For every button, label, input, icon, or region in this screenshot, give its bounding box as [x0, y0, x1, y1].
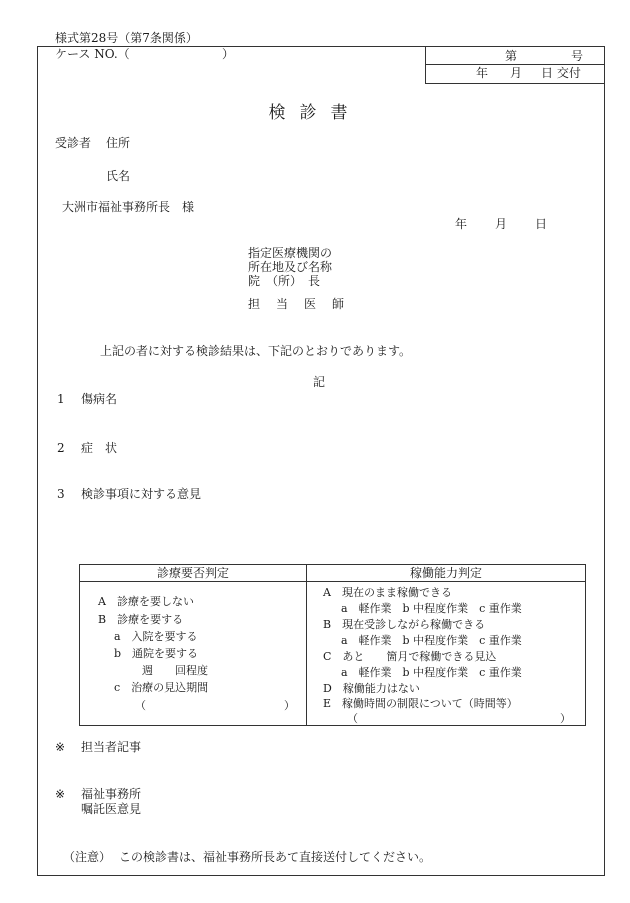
- work-item-c: C あと 箇月で稼働できる見込: [323, 650, 497, 663]
- section-3-num: 3: [57, 487, 65, 501]
- work-item-a-types: a 軽作業 b 中程度作業 c 重作業: [341, 602, 522, 615]
- patient-label: 受診者: [55, 136, 92, 150]
- note-tantousha: 担当者記事: [81, 740, 142, 754]
- table-header-work-ability: 稼働能力判定: [307, 565, 586, 582]
- treatment-item-b-b: b 通院を要する: [114, 647, 199, 660]
- treatment-cell: [80, 582, 307, 726]
- addressee: 大洲市福祉事務所長 様: [62, 200, 195, 214]
- note-fukushi-2: 嘱託医意見: [81, 802, 142, 816]
- section-3-label: 検診事項に対する意見: [81, 487, 202, 501]
- form-id: 様式第28号（第7条関係）: [55, 31, 198, 45]
- table-header-treatment: 診療要否判定: [80, 565, 307, 582]
- section-2-num: 2: [57, 441, 65, 455]
- judgement-table: [79, 564, 586, 726]
- section-1-label: 傷病名: [81, 392, 118, 406]
- work-item-c-types: a 軽作業 b 中程度作業 c 重作業: [341, 666, 522, 679]
- case-no-label: ケース NO.（: [55, 47, 130, 61]
- work-item-b: B 現在受診しながら稼働できる: [323, 618, 486, 631]
- institution-line-4: 担 当 医 師: [248, 297, 347, 311]
- note-mark-1: ※: [55, 740, 66, 754]
- treatment-item-a: A 診療を要しない: [98, 595, 194, 608]
- work-item-a: A 現在のまま稼働できる: [323, 586, 452, 599]
- treatment-period-open: （: [135, 699, 146, 712]
- issue-go: 号: [571, 49, 584, 63]
- case-no-field[interactable]: [133, 47, 221, 61]
- treatment-item-b-a: a 入院を要する: [114, 630, 198, 643]
- treatment-period-close: ）: [284, 699, 295, 712]
- work-ability-cell: [307, 582, 586, 726]
- work-hours-open: （: [347, 712, 358, 725]
- page-title: 検診書: [268, 103, 362, 123]
- patient-name-label: 氏名: [106, 169, 131, 183]
- section-2-label: 症 状: [81, 441, 118, 455]
- ki-heading: 記: [313, 375, 326, 389]
- note-mark-2: ※: [55, 787, 66, 801]
- treatment-item-b: B 診療を要する: [98, 613, 184, 626]
- work-item-b-types: a 軽作業 b 中程度作業 c 重作業: [341, 634, 522, 647]
- institution-line-1: 指定医療機関の: [248, 246, 333, 260]
- treatment-weekly-freq: 週 回程度: [142, 664, 208, 677]
- section-1-num: 1: [57, 392, 65, 406]
- intro-text: 上記の者に対する検診結果は、下記のとおりであります。: [100, 344, 412, 358]
- date-hi: 日: [535, 217, 548, 231]
- case-no-close: ）: [222, 47, 235, 61]
- treatment-item-b-c: c 治療の見込期間: [114, 681, 209, 694]
- issue-hi-kofu: 日 交付: [541, 66, 581, 80]
- footer-note-label: （注意）: [63, 850, 112, 864]
- work-hours-close: ）: [560, 712, 571, 725]
- issue-tsuki: 月: [510, 66, 523, 80]
- footer-note-text: この検診書は、福祉事務所長あて直接送付してください。: [119, 850, 432, 864]
- institution-line-3: 院 （所） 長: [248, 274, 321, 288]
- patient-address-label: 住所: [106, 136, 131, 150]
- institution-line-2: 所在地及び名称: [248, 260, 333, 274]
- date-nen: 年: [455, 217, 468, 231]
- note-fukushi-1: 福祉事務所: [81, 787, 142, 801]
- issue-nen: 年: [476, 66, 489, 80]
- issue-dai: 第: [505, 49, 518, 63]
- date-tsuki: 月: [495, 217, 508, 231]
- work-item-e: E 稼働時間の制限について（時間等）: [323, 697, 518, 710]
- work-item-d: D 稼働能力はない: [323, 682, 420, 695]
